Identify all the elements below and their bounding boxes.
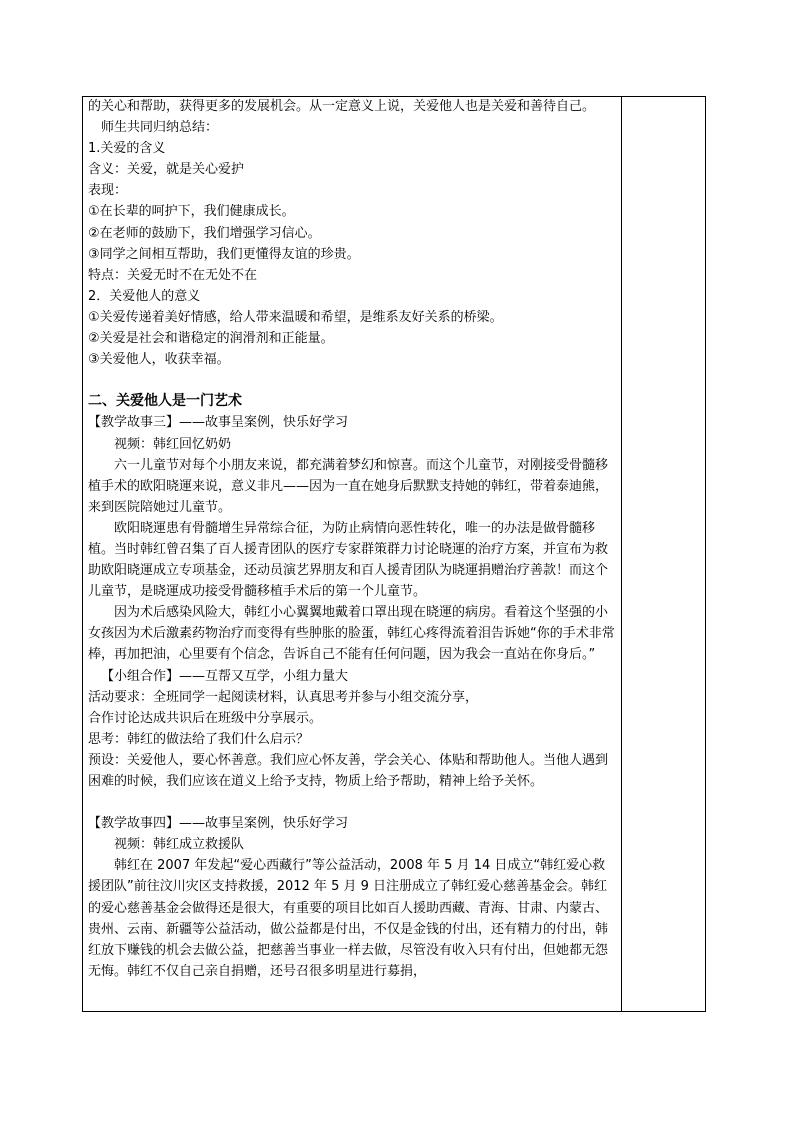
paragraph: ①在长辈的呵护下，我们健康成长。: [88, 204, 295, 220]
paragraph: 欧阳晓運患有骨髓增生异常综合征，为防止病情向恶性转化，唯一的办法是做骨髓移植。当时韩红曾召集了百人援青团队的医疗专家群策群力讨论晓運的治疗方案，并宣布为救助欧阳晓運成立专项基金，还动员演艺界朋友和百人援青团队为晓運捐赠治疗善款！而这个儿童节，是晓運成功接受骨髓移植手术后的第一个儿童节。: [88, 520, 609, 600]
paragraph: 活动要求：全班同学一起阅读材料，认真思考并参与小组交流分享，: [88, 689, 479, 705]
paragraph: ③关爱他人，收获幸福。: [88, 352, 230, 368]
paragraph: 师生共同归纳总结：: [101, 120, 219, 136]
paragraph: ②关爱是社会和谐稳定的润滑剂和正能量。: [88, 331, 334, 347]
paragraph: 视频：韩红成立救援队: [114, 837, 245, 853]
paragraph: 的关心和帮助，获得更多的发展机会。从一定意义上说，关爱他人也是关爱和善待自己。: [88, 99, 596, 114]
section-heading: 二、关爱他人是一门艺术: [88, 393, 242, 410]
paragraph: 合作讨论达成共识后在班级中分享展示。: [88, 710, 323, 726]
paragraph: 1.关爱的含义: [88, 141, 166, 157]
paragraph: 表现：: [88, 183, 128, 199]
paragraph: 【教学故事四】——故事呈案例，快乐好学习: [88, 816, 349, 832]
paragraph: ②在老师的鼓励下，我们增强学习信心。: [88, 225, 321, 241]
paragraph: 因为术后感染风险大，韩红小心翼翼地戴着口罩出现在晓運的病房。看着这个坚强的小女孩因为术后激素药物治疗而变得有些肿胀的脸蛋，韩红心疼得流着泪告诉她“你的手术非常棒，再加把油，心里要有个信念，告诉自己不能有任何问题，因为我会一直站在你身后。”: [88, 605, 615, 663]
paragraph: 【小组合作】——互帮又互学，小组力量大: [101, 668, 349, 684]
paragraph: ①关爱传递着美好情感，给人带来温暖和希望，是维系友好关系的桥梁。: [88, 309, 503, 325]
paragraph: 预设：关爱他人，要心怀善意。我们应心怀友善，学会关心、体贴和帮助他人。当他人遇到困难的时候，我们应该在道义上给予支持，物质上给予帮助，精神上给予关怀。: [88, 752, 609, 789]
blank-line: [88, 370, 618, 391]
lesson-content-cell: [88, 96, 618, 982]
paragraph: 思考：韩红的做法给了我们什么启示？: [88, 731, 310, 747]
blank-line: [88, 792, 618, 813]
paragraph: 视频：韩红回忆奶奶: [114, 436, 232, 452]
paragraph: 特点：关爱无时不在无处不在: [88, 267, 258, 283]
paragraph: 六一儿童节对每个小朋友来说，都充满着梦幻和惊喜。而这个儿童节，对刚接受骨髓移植手术的欧阳晓運来说，意义非凡——因为一直在她身后默默支持她的韩红，带着泰迪熊，来到医院陪她过儿童节。: [88, 457, 609, 515]
paragraph: ③同学之间相互帮助，我们更懂得友谊的珍贵。: [88, 246, 360, 262]
paragraph: 【教学故事三】——故事呈案例，快乐好学习: [88, 415, 349, 431]
paragraph: 韩红在 2007 年发起“爱心西藏行”等公益活动，2008 年 5 月 14 日成立“韩红爱心救援团队”前往汶川灾区支持救援，2012 年 5 月 9 日注册成立了韩红爱心慈善基金会。韩红的爱心慈善基金会做得还是很大，有重要的项目比如百人援助西藏、青海、甘肃、内蒙古、贵州、云南、新疆等公益活动，做公益都是付出，不仅是金钱的付出，还有精力的付出，韩红放下赚钱的机会去做公益，把慈善当事业一样去做，尽管没有收入只有付出，但她都无怨无悔。韩红不仅自己亲自捐赠，还号召很多明星进行募捐，: [88, 858, 609, 979]
paragraph: 2．关爱他人的意义: [88, 288, 201, 304]
paragraph: 含义：关爱，就是关心爱护: [88, 162, 245, 178]
table-column-divider: [621, 96, 622, 1012]
